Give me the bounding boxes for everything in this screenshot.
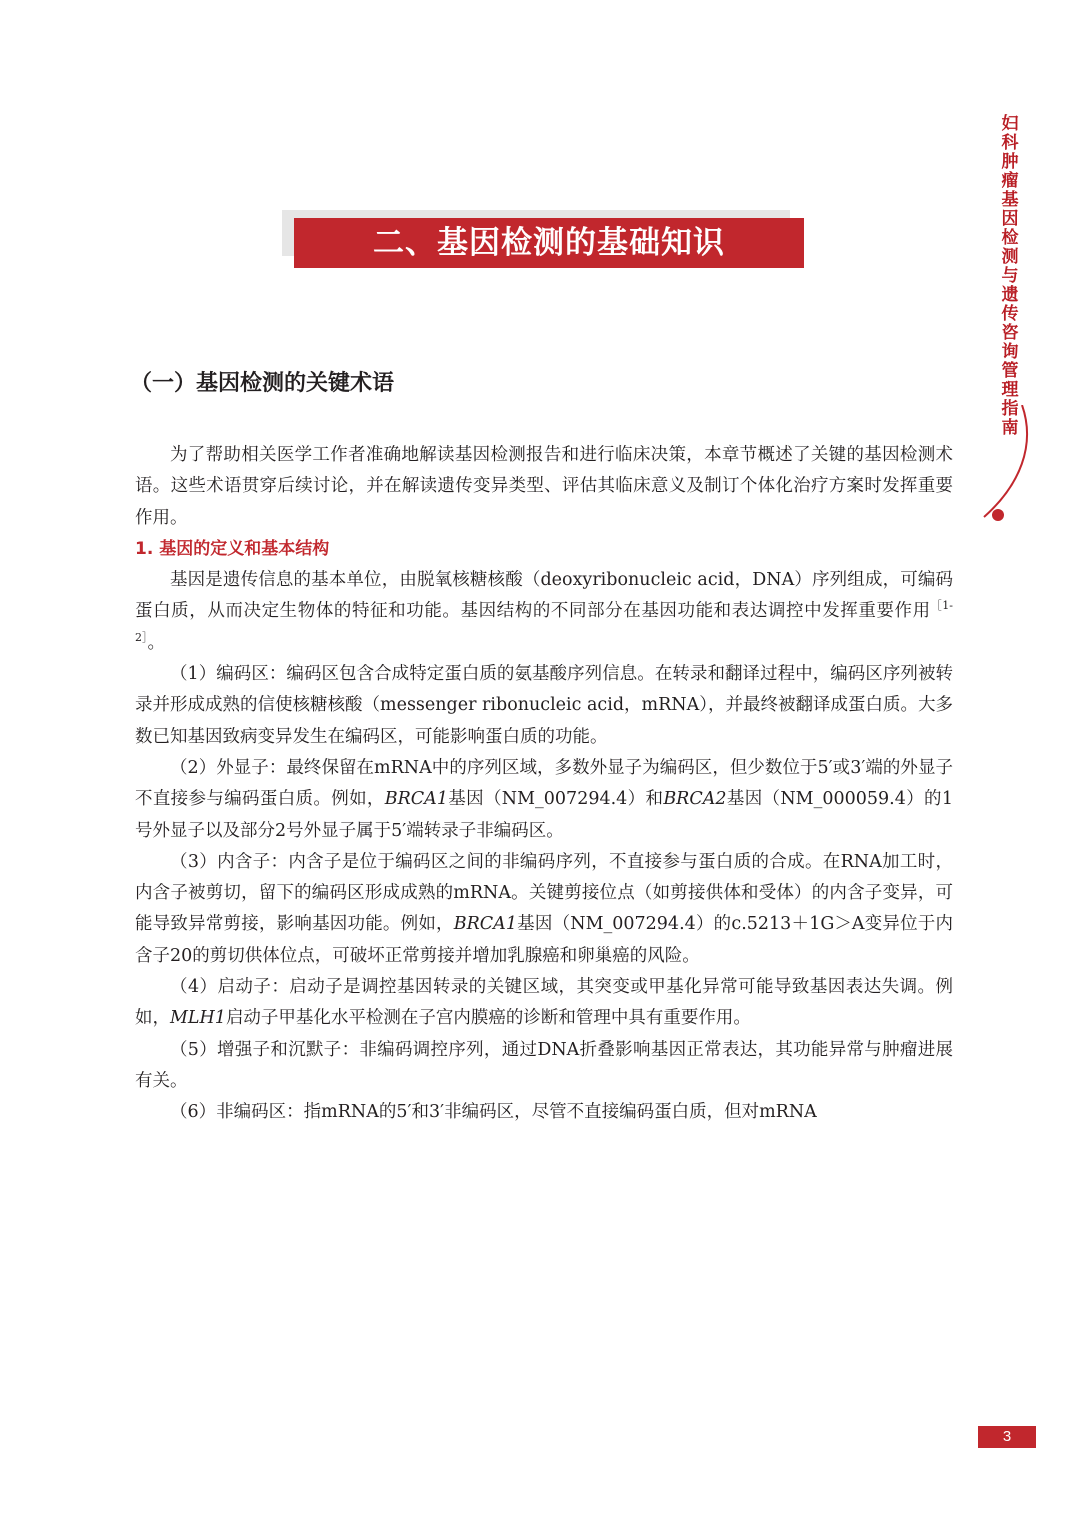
exon-text-2: 基因（NM_007294.4）和 — [447, 789, 664, 810]
chapter-title: 二、基因检测的基础知识 — [294, 218, 804, 268]
exon-paragraph — [135, 753, 953, 847]
running-header-vertical: 妇科肿瘤基因检测与遗传咨询管理指南 — [1001, 114, 1019, 438]
gene-name: BRCA2 — [663, 789, 727, 810]
exon-text-3: 基因（NM_000059.4）的1号外显子以及部分2号外显子属于5′端转录子非编码区。 — [135, 789, 954, 841]
subsection-heading: 1. 基因的定义和基本结构 — [135, 538, 330, 559]
exon-text-1: （2）外显子：最终保留在mRNA中的序列区域，多数外显子为编码区，但少数位于5′或3′端的外显子不直接参与编码蛋白质。例如， — [135, 757, 953, 810]
noncoding-paragraph: （6）非编码区：指mRNA的5′和3′非编码区，尽管不直接编码蛋白质，但对mRNA — [170, 1102, 817, 1123]
decorative-curve-icon — [970, 405, 1040, 535]
intro-paragraph: 为了帮助相关医学工作者准确地解读基因检测报告和进行临床决策，本章节概述了关键的基因检测术语。这些术语贯穿后续讨论，并在解读遗传变异类型、评估其临床意义及制订个体化治疗方案时发挥重要作用。 — [135, 445, 953, 528]
gene-name: MLH1 — [170, 1008, 226, 1029]
page-number: 3 — [978, 1426, 1036, 1448]
promoter-text-1: （4）启动子：启动子是调控基因转录的关键区域，其突变或甲基化异常可能导致基因表达失调。例如， — [135, 977, 953, 1029]
promoter-text-2: 启动子甲基化水平检测在子宫内膜癌的诊断和管理中具有重要作用。 — [225, 1008, 751, 1029]
section-heading: （一）基因检测的关键术语 — [130, 370, 395, 396]
chapter-title-banner — [282, 210, 804, 268]
promoter-paragraph — [135, 972, 953, 1035]
intron-text-2: 基因（NM_007294.4）的c.5213＋1G＞A变异位于内含子20的剪切供体位点，可破坏正常剪接并增加乳腺癌和卵巢癌的风险。 — [135, 914, 953, 966]
sentence-end: 。 — [147, 632, 165, 653]
gene-name: BRCA1 — [384, 789, 448, 810]
intron-text-1: （3）内含子：内含子是位于编码区之间的非编码序列，不直接参与蛋白质的合成。在RNA加工时，内含子被剪切，留下的编码区形成成熟的mRNA。关键剪接位点（如剪接供体和受体）的内含子变异，可能导致异常剪接，影响基因功能。例如， — [135, 851, 953, 935]
enhancer-paragraph: （5）增强子和沉默子：非编码调控序列，通过DNA折叠影响基因正常表达，其功能异常与肿瘤进展有关。 — [135, 1039, 953, 1091]
gene-definition-text: 基因是遗传信息的基本单位，由脱氧核糖核酸（deoxyribonucleic acid，DNA）序列组成，可编码蛋白质，从而决定生物体的特征和功能。基因结构的不同部分在基因功能和表达调控中发挥重要作用 — [135, 570, 953, 622]
coding-region-paragraph: （1）编码区：编码区包含合成特定蛋白质的氨基酸序列信息。在转录和翻译过程中，编码区序列被转录并形成成熟的信使核糖核酸（messenger ribonucleic acid，mRNA），并最终被翻译成蛋白质。大多数已知基因致病变异发生在编码区，可能影响蛋白质的功能。 — [135, 664, 953, 747]
body-text — [135, 440, 953, 1129]
gene-definition-paragraph — [135, 565, 953, 659]
gene-name: BRCA1 — [453, 914, 517, 935]
intron-paragraph — [135, 847, 953, 972]
citation: ［1-2］ — [135, 599, 954, 644]
